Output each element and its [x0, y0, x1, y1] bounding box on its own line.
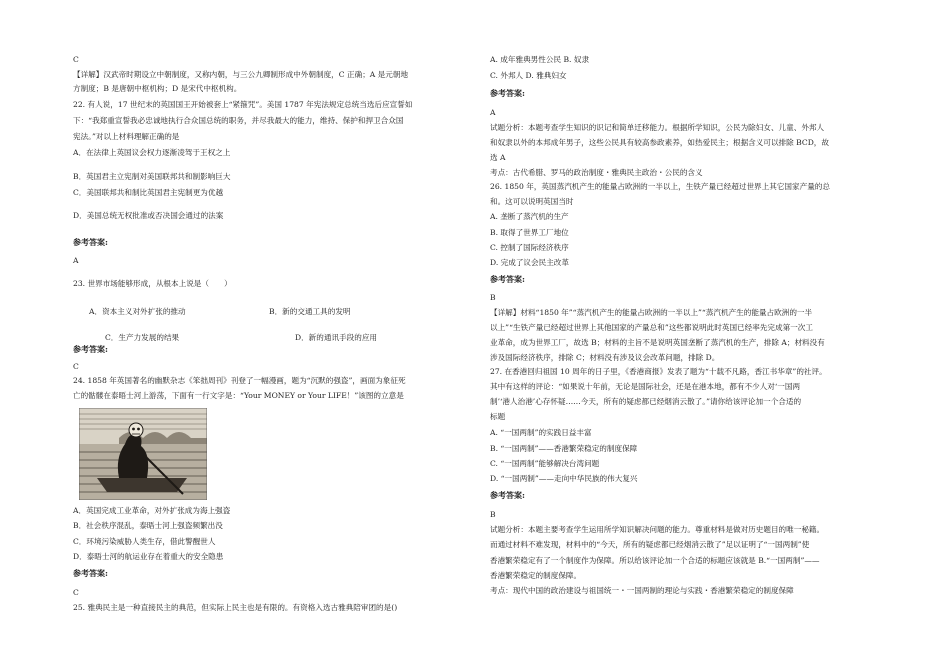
- option-b: B．英国君主立宪制对美国联邦共和制影响巨大: [73, 172, 231, 181]
- answer-value: B: [490, 510, 496, 519]
- option-a: A．资本主义对外扩张的推动: [89, 307, 186, 316]
- answer-heading: 参考答案:: [73, 344, 108, 354]
- option-c: C．生产力发展的结果: [105, 333, 180, 342]
- option-d: D．新的通讯手段的应用: [295, 333, 378, 342]
- option-b: B. “一国两制”——香港繁荣稳定的制度保障: [490, 444, 638, 453]
- question-27-stem: 制’‘港人治港’心存怀疑……今天，所有的疑虑都已经烟消云散了。”请你给该评论加一个合适的: [490, 397, 802, 406]
- explanation-line: 方制度；B 是唐朝中枢机构；D 是宋代中枢机构。: [73, 84, 242, 93]
- explanation-line: 香港繁荣稳定有了一个制度作为保障。所以给该评论加一个合适的标题应该就是 B.“一国两制”——: [490, 556, 820, 565]
- answer-value: A: [73, 256, 79, 265]
- answer-value: C: [73, 588, 79, 597]
- cartoon-illustration: [79, 408, 207, 500]
- answer-heading: 参考答案:: [490, 88, 525, 98]
- option-d: D．美国总统无权批准或否决国会通过的法案: [73, 211, 224, 220]
- option-cd: C. 外邦人 D. 雅典妇女: [490, 71, 567, 80]
- question-24-stem: 亡的骷髅在泰晤士河上游荡，下面有一行文字是：“Your MONEY or Your LIFE！”该图的立意是: [73, 391, 404, 400]
- explanation-line: 和奴隶以外的本邦成年男子，这些公民具有较高参政素养，如热爱民主；根据含义可以排除 BCD，故: [490, 138, 829, 147]
- question-25-stem: 25. 雅典民主是一种直接民主的典范，但实际上民主也是有限的。有资格入选古雅典陪审团的是(): [73, 603, 398, 612]
- question-22-stem: 下：“我郑重宣誓我必忠诚地执行合众国总统的职务，并尽我最大的能力，维持、保护和捍卫合众国: [73, 116, 404, 125]
- option-c: C．环境污染威胁人类生存，借此警醒世人: [73, 537, 216, 546]
- question-23-stem: 23. 世界市场能够形成，从根本上说是（ ）: [73, 279, 232, 288]
- explanation-line: 以上”“生铁产量已经超过世界上其他国家的产量总和”这些都说明此时英国已经率先完成第一次工: [490, 323, 813, 332]
- question-22-stem: 22. 有人说，17 世纪末的英国国王开始被套上“紧箍咒”。美国 1787 年宪法规定总统当选后应宣誓如: [73, 100, 413, 109]
- explanation-line: 而通过材料不难发现，材料中的“今天，所有的疑虑都已经烟消云散了”足以证明了“一国两制”使: [490, 540, 810, 549]
- option-b: B. 取得了世界工厂地位: [490, 228, 569, 237]
- answer-heading: 参考答案:: [73, 568, 108, 578]
- question-27-stem: 27. 在香港回归祖国 10 周年的日子里，《香港商报》发表了题为“十载不凡路，香江书华章”的社评。: [490, 367, 827, 376]
- option-d: D. 完成了议会民主改革: [490, 258, 569, 267]
- explanation-line: 【详解】材料“1850 年”“蒸汽机产生的能量占欧洲的一半以上”“蒸汽机产生的能量占欧洲的一半: [490, 308, 813, 317]
- question-27-stem: 其中有这样的评论：“如果说十年前，无论是国际社会，还是在港本地，都有不少人对‘一国两: [490, 382, 801, 391]
- option-a: A. 垄断了蒸汽机的生产: [490, 212, 569, 221]
- explanation-line: 业革命，成为世界工厂，故选 B；材料的主旨不是说明英国垄断了蒸汽机的生产，排除 A；材料没有: [490, 338, 825, 347]
- option-c: C．美国联邦共和制比英国君主宪制更为优越: [73, 188, 224, 197]
- option-a: A. “一国两制”的实践日益丰富: [490, 428, 592, 437]
- explanation-line: 【详解】汉武帝时期设立中朝制度，又称内朝，与三公九卿制形成中外朝制度，C 正确；A 是元朝地: [73, 70, 409, 79]
- question-26-stem: 和。这可以说明英国当时: [490, 197, 574, 206]
- explanation-line: 香港繁荣稳定的制度保障。: [490, 571, 582, 580]
- question-26-stem: 26. 1850 年，英国蒸汽机产生的能量占欧洲的一半以上，生铁产量已经超过世界上其它国家产量的总: [490, 182, 830, 191]
- option-d: D. “一国两制”——走向中华民族的伟大复兴: [490, 474, 638, 483]
- option-c: C. 控制了国际经济秩序: [490, 243, 569, 252]
- knowledge-point: 考点：现代中国的政治建设与祖国统一・一国两制的理论与实践・香港繁荣稳定的制度保障: [490, 586, 794, 595]
- question-22-stem: 宪法。”对以上材料理解正确的是: [73, 132, 180, 141]
- explanation-line: 选 A: [490, 153, 506, 162]
- question-24-stem: 24. 1858 年英国著名的幽默杂志《笨拙周刊》刊登了一幅漫画，题为“沉默的强盗”，画面为象征死: [73, 376, 406, 385]
- answer-line: C: [73, 55, 79, 64]
- option-c: C. “一国两制”能够解决台湾问题: [490, 459, 600, 468]
- knowledge-point: 考点：古代希腊、罗马的政治制度・雅典民主政治・公民的含义: [490, 168, 703, 177]
- answer-heading: 参考答案:: [490, 490, 525, 500]
- explanation-line: 涉及国际经济秩序，排除 C；材料没有涉及议会改革问题，排除 D。: [490, 353, 720, 362]
- option-ab: A. 成年雅典男性公民 B. 奴隶: [490, 55, 590, 64]
- option-b: B．新的交通工具的发明: [269, 307, 351, 316]
- explanation-line: 试题分析：本题主要考查学生运用所学知识解决问题的能力。尊重材料是做对历史题目的唯一秘籍。: [490, 525, 825, 534]
- option-b: B．社会秩序混乱，泰晤士河上强盗频繁出没: [73, 521, 223, 530]
- explanation-line: 试题分析：本题考查学生知识的识记和简单迁移能力。根据所学知识，公民为除妇女、儿童、外邦人: [490, 123, 825, 132]
- answer-heading: 参考答案:: [73, 237, 108, 247]
- answer-heading: 参考答案:: [490, 274, 525, 284]
- answer-value: A: [490, 108, 496, 117]
- option-a: A．在法律上英国议会权力逐渐凌驾于王权之上: [73, 148, 231, 157]
- answer-value: C: [73, 362, 79, 371]
- question-27-stem: 标题: [490, 412, 506, 421]
- option-a: A．英国完成工业革命，对外扩张成为海上强盗: [73, 506, 231, 515]
- answer-value: B: [490, 293, 496, 302]
- option-d: D．泰晤士河的航运业存在着重大的安全隐患: [73, 552, 224, 561]
